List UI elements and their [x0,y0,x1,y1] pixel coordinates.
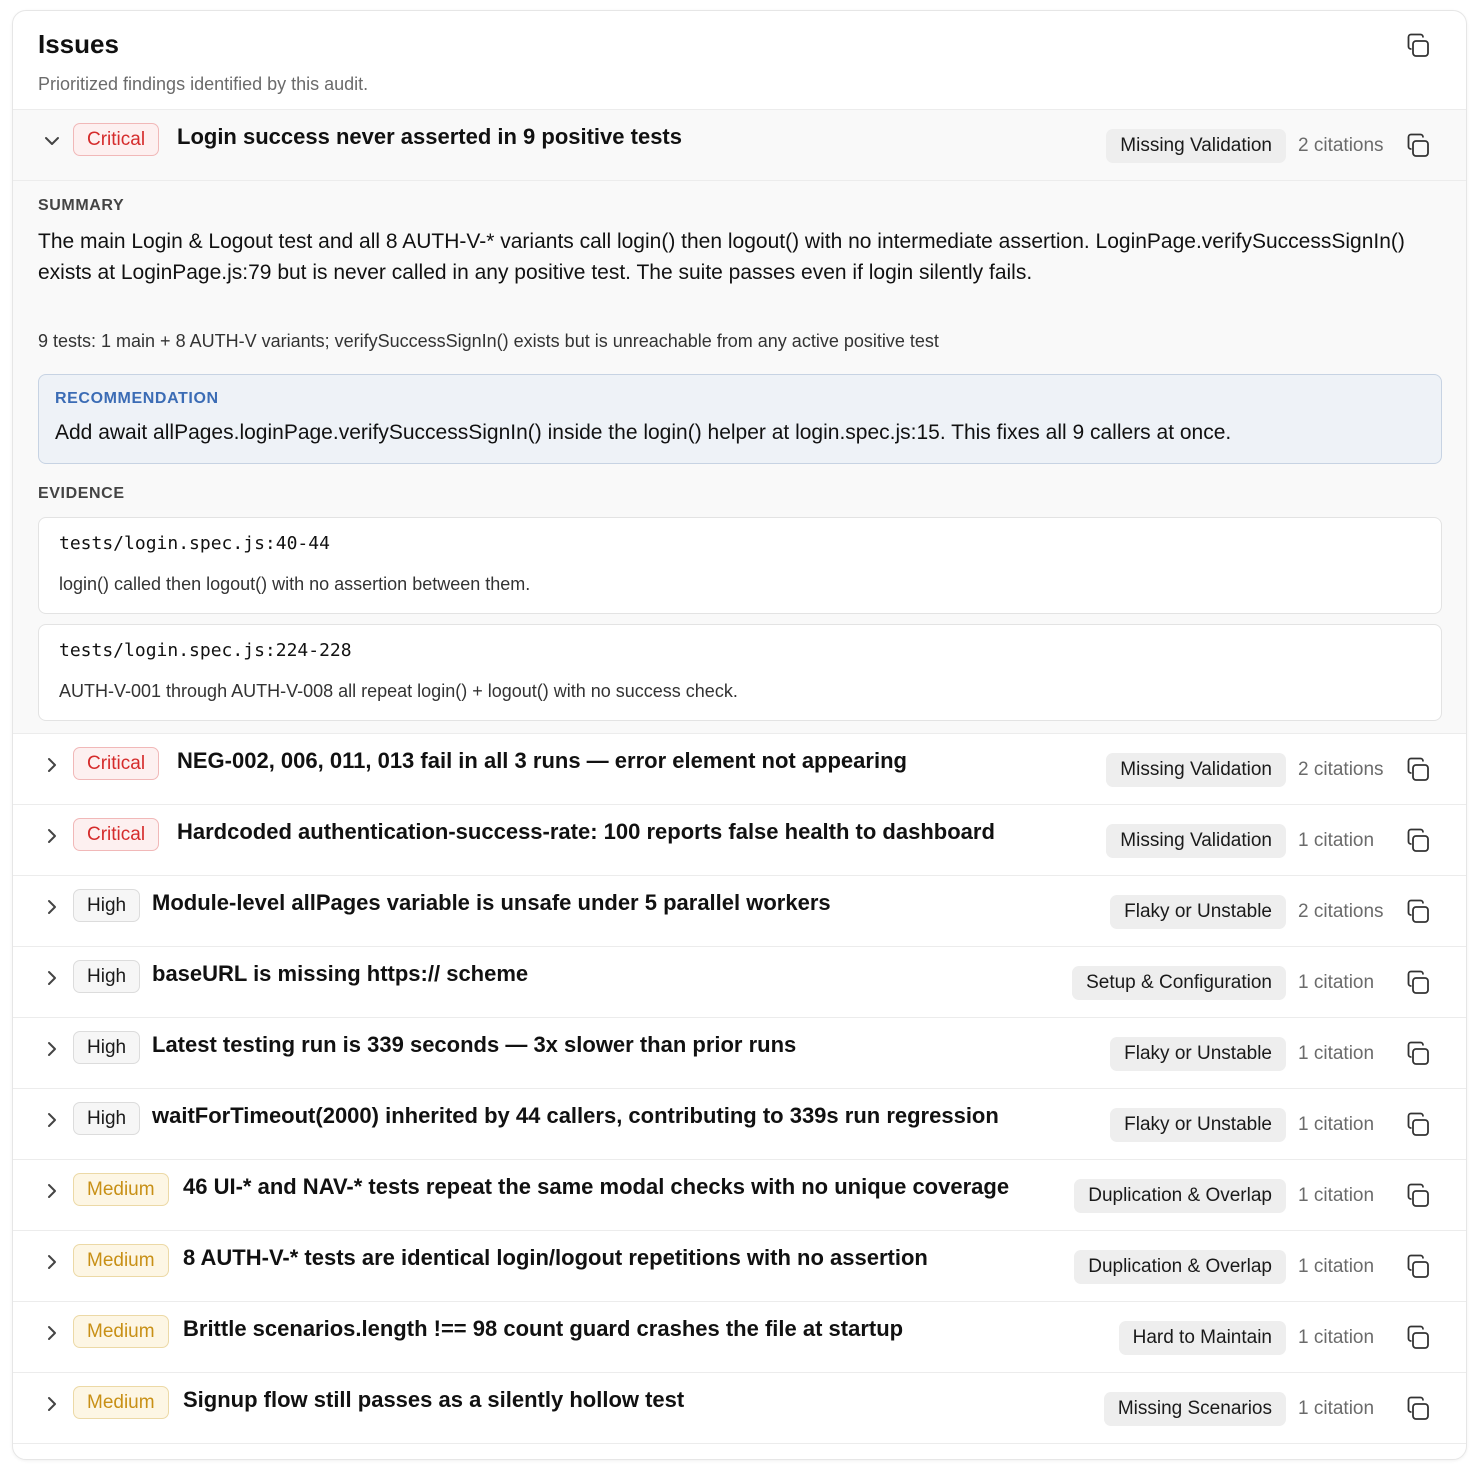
category-tag: Flaky or Unstable [1110,895,1286,929]
issue-row[interactable] [13,805,1466,876]
citation-count[interactable]: 1 citation [1298,1114,1375,1135]
issue-row[interactable] [13,734,1466,805]
issue-list [13,110,1466,1444]
copy-icon[interactable] [1403,1110,1433,1140]
category-tag: Setup & Configuration [1072,966,1286,1000]
issue-title[interactable]: 8 AUTH-V-* tests are identical login/logout repetitions with no assertion [183,1245,928,1270]
issue-meta [1110,1037,1433,1071]
severity-badge: Critical [73,123,159,156]
category-tag: Missing Validation [1106,129,1286,163]
citation-count[interactable]: 1 citation [1298,1043,1375,1064]
recommendation-text: Add await allPages.loginPage.verifySuccessSignIn() inside the login() helper at login.spec.js:15. This fixes all 9 callers at once. [55,421,1232,444]
panel-subtitle: Prioritized findings identified by this audit. [38,74,369,94]
chevron-down-icon[interactable] [41,130,63,152]
issue-row[interactable] [13,1160,1466,1231]
issue-title[interactable]: Signup flow still passes as a silently hollow test [183,1387,685,1412]
evidence-path[interactable]: tests/login.spec.js:224-228 [59,640,352,661]
category-tag: Flaky or Unstable [1110,1037,1286,1071]
chevron-right-icon[interactable] [41,825,63,847]
severity-badge: High [73,960,140,993]
issue-title[interactable]: baseURL is missing https:// scheme [152,961,529,986]
issue-meta [1106,129,1433,163]
copy-icon[interactable] [1403,968,1433,998]
issue-detail [13,181,1466,734]
citation-count[interactable]: 1 citation [1298,1327,1375,1348]
citation-count[interactable]: 1 citation [1298,972,1375,993]
summary-text: The main Login & Logout test and all 8 AUTH-V-* variants call login() then logout() with no intermediate assertion. LoginPage.verifySuccessSignIn() exists at LoginPage.js:79 but is never called in any positive test. The suite passes even if login silently fails. [38,230,1405,284]
panel-header [13,11,1466,110]
issue-row[interactable] [13,1089,1466,1160]
severity-badge: Medium [73,1315,169,1348]
issue-title[interactable]: Brittle scenarios.length !== 98 count guard crashes the file at startup [183,1316,904,1341]
copy-icon[interactable] [1403,131,1433,161]
evidence-card[interactable] [38,624,1442,721]
severity-badge: High [73,1031,140,1064]
issue-title[interactable]: waitForTimeout(2000) inherited by 44 callers, contributing to 339s run regression [152,1103,999,1128]
chevron-right-icon[interactable] [41,1109,63,1131]
issue-row[interactable] [13,1018,1466,1089]
category-tag: Duplication & Overlap [1074,1250,1286,1284]
copy-icon[interactable] [1403,1181,1433,1211]
chevron-right-icon[interactable] [41,754,63,776]
severity-badge: High [73,1102,140,1135]
citation-count[interactable]: 1 citation [1298,1256,1375,1277]
severity-badge: Medium [73,1244,169,1277]
evidence-path[interactable]: tests/login.spec.js:40-44 [59,533,330,554]
category-tag: Missing Validation [1106,824,1286,858]
citation-count[interactable]: 2 citations [1298,135,1384,156]
issue-title[interactable]: Hardcoded authentication-success-rate: 100 reports false health to dashboard [177,819,995,844]
evidence-label: EVIDENCE [38,485,125,502]
issue-row[interactable] [13,947,1466,1018]
severity-badge: Medium [73,1386,169,1419]
recommendation-box [38,374,1442,464]
citation-count[interactable]: 1 citation [1298,830,1375,851]
copy-icon[interactable] [1403,755,1433,785]
issue-row[interactable] [13,1231,1466,1302]
summary-label: SUMMARY [38,197,125,214]
copy-icon[interactable] [1403,826,1433,856]
issue-title[interactable]: NEG-002, 006, 011, 013 fail in all 3 runs — error element not appearing [177,748,907,773]
category-tag: Missing Scenarios [1104,1392,1286,1426]
copy-icon[interactable] [1403,1039,1433,1069]
chevron-right-icon[interactable] [41,1251,63,1273]
chevron-right-icon[interactable] [41,896,63,918]
severity-badge: Medium [73,1173,169,1206]
issue-meta [1110,1108,1433,1142]
copy-icon[interactable] [1403,1323,1433,1353]
evidence-description: login() called then logout() with no assertion between them. [59,574,531,594]
category-tag: Flaky or Unstable [1110,1108,1286,1142]
issue-meta [1106,753,1433,787]
citation-count[interactable]: 1 citation [1298,1398,1375,1419]
evidence-description: AUTH-V-001 through AUTH-V-008 all repeat login() + logout() with no success check. [59,681,738,701]
chevron-right-icon[interactable] [41,1038,63,1060]
evidence-card[interactable] [38,517,1442,614]
citation-count[interactable]: 1 citation [1298,1185,1375,1206]
issue-row[interactable] [13,876,1466,947]
copy-icon[interactable] [1403,1394,1433,1424]
category-tag: Missing Validation [1106,753,1286,787]
issue-meta [1072,966,1433,1000]
recommendation-label: RECOMMENDATION [55,390,219,407]
citation-count[interactable]: 2 citations [1298,759,1384,780]
copy-icon[interactable] [1403,1252,1433,1282]
issue-row[interactable] [13,1302,1466,1373]
severity-badge: High [73,889,140,922]
category-tag: Hard to Maintain [1119,1321,1286,1355]
citation-count[interactable]: 2 citations [1298,901,1384,922]
issue-title[interactable]: Module-level allPages variable is unsafe under 5 parallel workers [152,890,831,915]
severity-badge: Critical [73,747,159,780]
issue-row[interactable] [13,110,1466,181]
severity-badge: Critical [73,818,159,851]
chevron-right-icon[interactable] [41,967,63,989]
category-tag: Duplication & Overlap [1074,1179,1286,1213]
issue-title[interactable]: Login success never asserted in 9 positive tests [177,124,682,149]
issue-meta [1110,895,1433,929]
issue-title[interactable]: Latest testing run is 339 seconds — 3x slower than prior runs [152,1032,797,1057]
issue-row[interactable] [13,1373,1466,1444]
issue-title[interactable]: 46 UI-* and NAV-* tests repeat the same modal checks with no unique coverage [183,1174,1010,1199]
summary-note: 9 tests: 1 main + 8 AUTH-V variants; verifySuccessSignIn() exists but is unreachable from any active positive test [38,331,939,351]
issue-meta [1074,1250,1433,1284]
issue-meta [1119,1321,1433,1355]
chevron-right-icon[interactable] [41,1393,63,1415]
copy-icon[interactable] [1403,31,1433,61]
issue-meta [1104,1392,1433,1426]
chevron-right-icon[interactable] [41,1180,63,1202]
panel-title: Issues [38,29,119,59]
issue-meta [1106,824,1433,858]
chevron-right-icon[interactable] [41,1322,63,1344]
issue-meta [1074,1179,1433,1213]
issues-panel [12,10,1467,1460]
copy-icon[interactable] [1403,897,1433,927]
